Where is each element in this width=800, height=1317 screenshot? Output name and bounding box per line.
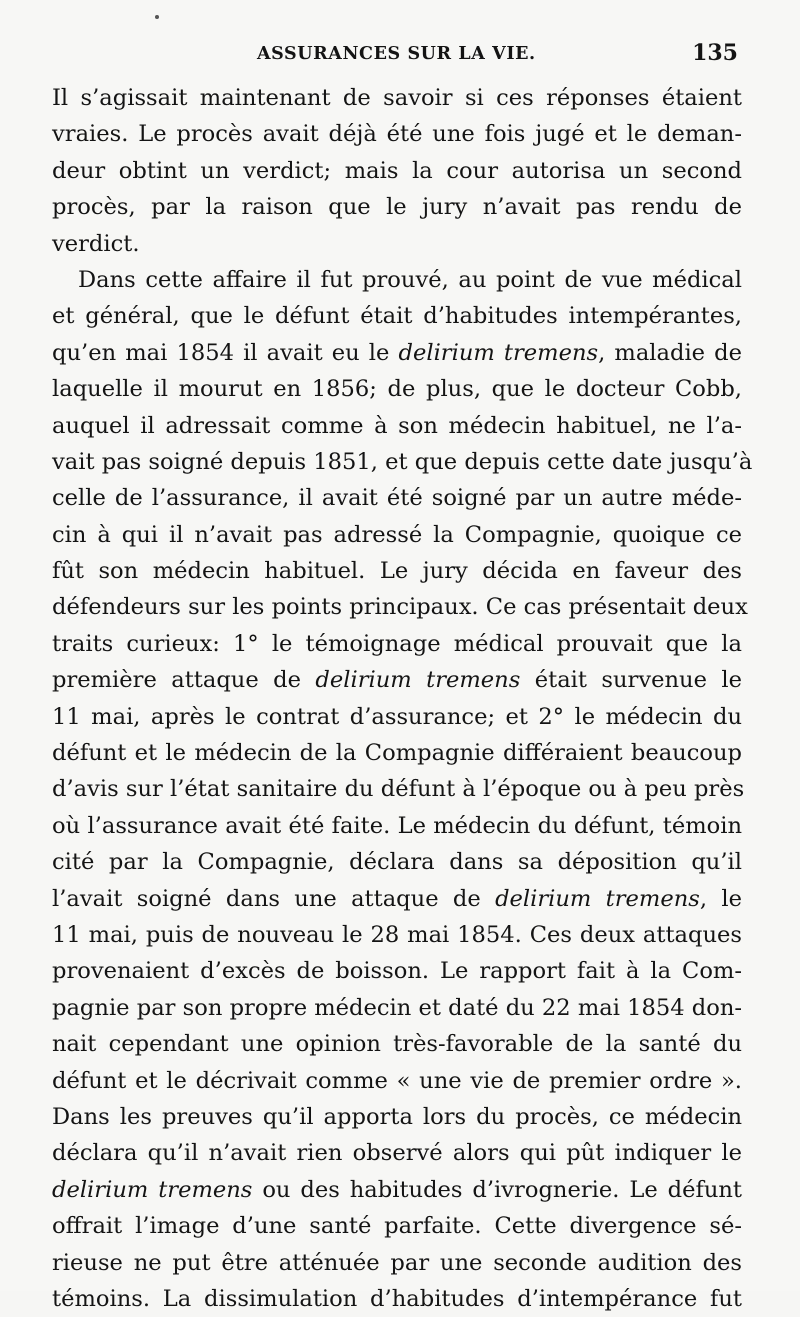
text-line: Dans les preuves qu’il apporta lors du procès, ce médecin	[52, 1103, 742, 1130]
text-line: rieuse ne put être atténuée par une seconde audition des	[52, 1249, 742, 1276]
text-line: 11 mai, puis de nouveau le 28 mai 1854. Ces deux attaques	[52, 921, 742, 948]
text-line: procès, par la raison que le jury n’avait pas rendu de	[52, 194, 742, 221]
text-line: Dans cette affaire il fut prouvé, au point de vue médical	[78, 266, 742, 293]
text-line: défunt et le médecin de la Compagnie différaient beaucoup	[52, 740, 742, 767]
text-line: l’avait soigné dans une attaque de delirium tremens, le	[52, 885, 742, 912]
text-line: et général, que le défunt était d’habitudes intempérantes,	[52, 303, 742, 330]
scan-speck	[155, 15, 159, 19]
text-line: auquel il adressait comme à son médecin habituel, ne l’a-	[52, 412, 742, 439]
text-line: où l’assurance avait été faite. Le médecin du défunt, témoin	[52, 812, 742, 839]
text-line: verdict.	[52, 230, 140, 257]
text-line: qu’en mai 1854 il avait eu le delirium tremens, maladie de	[52, 339, 742, 366]
text-line: Il s’agissait maintenant de savoir si ces réponses étaient	[52, 85, 742, 111]
text-line: pagnie par son propre médecin et daté du 22 mai 1854 don-	[52, 994, 743, 1021]
text-line: défendeurs sur les points principaux. Ce cas présentait deux	[52, 594, 748, 621]
page-header	[52, 40, 738, 74]
text-line: première attaque de delirium tremens était survenue le	[52, 667, 742, 694]
text-line: offrait l’image d’une santé parfaite. Cette divergence sé-	[52, 1213, 742, 1240]
text-line: vraies. Le procès avait déjà été une fois jugé et le deman-	[52, 121, 742, 148]
text-line: cité par la Compagnie, déclara dans sa déposition qu’il	[52, 849, 742, 876]
text-line: défunt et le décrivait comme « une vie de premier ordre ».	[52, 1067, 742, 1094]
page-number: 135	[692, 40, 738, 66]
text-line: delirium tremens ou des habitudes d’ivrognerie. Le défunt	[52, 1176, 742, 1203]
text-line: nait cependant une opinion très-favorable de la santé du	[52, 1031, 742, 1058]
text-line: d’avis sur l’état sanitaire du défunt à l’époque ou à peu près	[52, 776, 745, 803]
text-line: provenaient d’excès de boisson. Le rapport fait à la Com-	[52, 958, 742, 985]
text-line: celle de l’assurance, il avait été soigné par un autre méde-	[52, 485, 742, 512]
text-line: témoins. La dissimulation d’habitudes d’intempérance fut	[52, 1285, 742, 1312]
body-text	[52, 80, 753, 1317]
text-line: laquelle il mourut en 1856; de plus, que le docteur Cobb,	[52, 376, 742, 403]
text-line: traits curieux: 1° le témoignage médical prouvait que la	[52, 630, 742, 657]
text-line: 11 mai, après le contrat d’assurance; et 2° le médecin du	[52, 703, 742, 730]
text-line: déclara qu’il n’avait rien observé alors qui pût indiquer le	[52, 1140, 742, 1167]
text-line: cin à qui il n’avait pas adressé la Compagnie, quoique ce	[52, 521, 742, 548]
running-head: ASSURANCES SUR LA VIE.	[257, 44, 536, 64]
text-line: vait pas soigné depuis 1851, et que depuis cette date jusqu’à	[52, 448, 753, 475]
text-line: fût son médecin habituel. Le jury décida en faveur des	[52, 558, 742, 585]
text-line: deur obtint un verdict; mais la cour autorisa un second	[52, 157, 742, 184]
